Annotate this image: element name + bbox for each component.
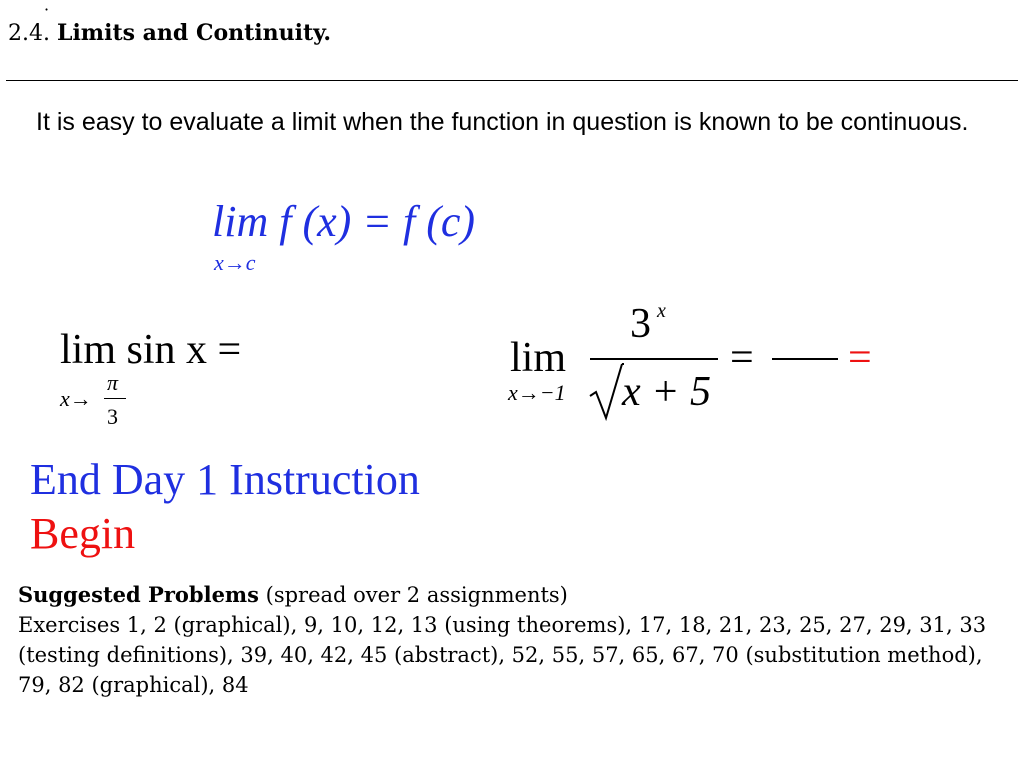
- sin-limit-pi: π: [107, 370, 119, 395]
- sin-limit-denominator: 3: [107, 404, 118, 429]
- suggested-problems-note: (spread over 2 assignments): [258, 583, 568, 607]
- exp-limit-fraction-bar: [590, 358, 718, 360]
- heading-rule: [6, 80, 1018, 81]
- continuity-formula-subscript: x→c: [214, 250, 256, 275]
- continuity-formula: [212, 196, 475, 247]
- exp-limit-subscript: x→−1: [508, 380, 566, 405]
- section-heading: [8, 20, 331, 46]
- exp-limit-equals: =: [730, 335, 754, 381]
- section-number: 2.4.: [8, 21, 50, 46]
- section-title: Limits and Continuity.: [56, 20, 332, 46]
- end-day-label: End Day 1 Instruction: [30, 455, 420, 504]
- suggested-problems-list: Exercises 1, 2 (graphical), 9, 10, 12, 13 (using theorems), 17, 18, 21, 23, 25, 27, 29, 31, 33 (testing definitions), 39, 40, 42, 45 (abstract), 52, 55, 57, 65, 67, 70 (substitution method), 79, 82 (graphical), 84: [18, 613, 987, 697]
- intro-text: It is easy to evaluate a limit when the function in question is known to be continuous.: [36, 108, 969, 136]
- sin-limit-subscript: x→: [60, 386, 92, 411]
- begin-label: Begin: [30, 509, 136, 558]
- exp-limit-exponent: x: [657, 300, 666, 322]
- exp-limit-denominator: x + 5: [622, 369, 711, 415]
- continuity-formula-main: lim f (x) = f (c): [212, 197, 476, 246]
- sin-limit-formula: lim sin x =: [60, 327, 242, 373]
- suggested-problems-label: Suggested Problems: [18, 582, 259, 607]
- radical-sign-icon: [588, 362, 624, 422]
- suggested-problems: [18, 580, 998, 700]
- top-dot: ·: [44, 0, 50, 19]
- exp-limit-equals-red: =: [848, 335, 872, 381]
- exp-limit-numerator: 3: [630, 301, 651, 347]
- sin-limit-fraction-bar: [104, 398, 126, 399]
- answer-blank-line: [772, 358, 838, 360]
- exp-limit-lim: lim: [510, 335, 567, 381]
